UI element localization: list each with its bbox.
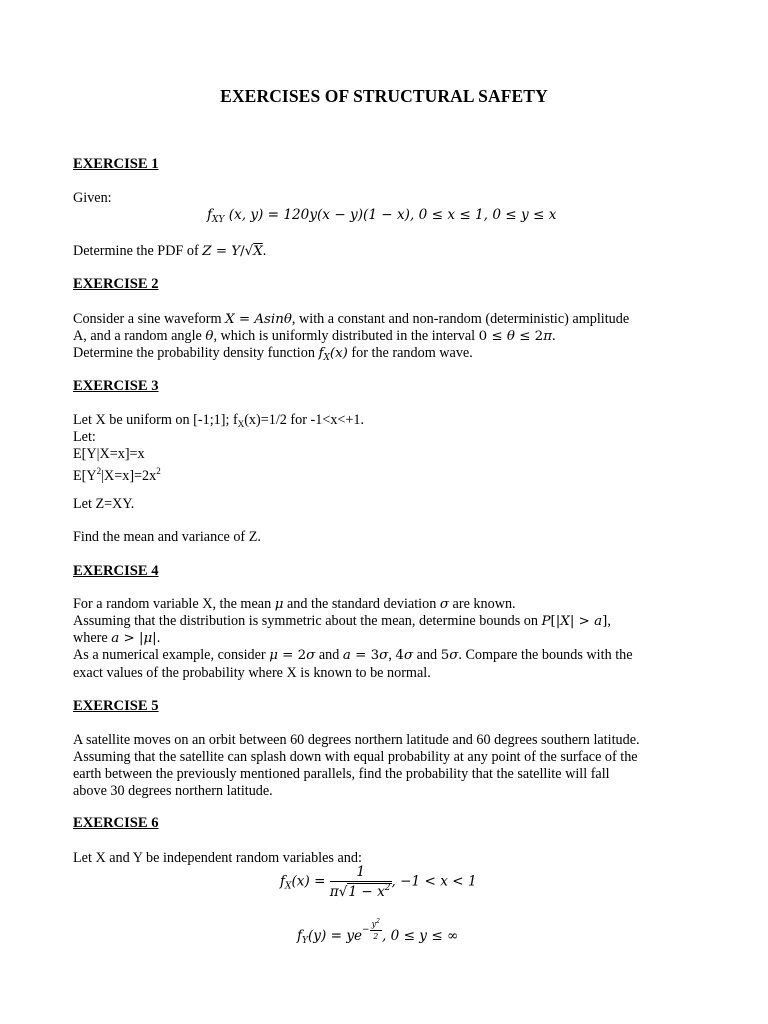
- exercise-4-line-2: Assuming that the distribution is symmetric about the mean, determine bounds on P[|X| > a],: [73, 613, 611, 629]
- exercise-3-line-2: Let:: [73, 429, 96, 445]
- exercise-4-heading: EXERCISE 4: [73, 563, 159, 579]
- exercise-1-heading: EXERCISE 1: [73, 156, 159, 172]
- exercise-3-line-3: E[Y|X=x]=x: [73, 446, 145, 462]
- exercise-3-line-1: Let X be uniform on [-1;1]; $f_X(x)=1/2$ for -1<x<+1.: [73, 412, 365, 429]
- exercise-2-heading: EXERCISE 2: [73, 276, 159, 292]
- exercise-2-line-3: Determine the probability density function $f_X(x)$ for the random wave.: [73, 345, 473, 363]
- exercise-5-heading: EXERCISE 5: [73, 698, 159, 714]
- exercise-6-heading: EXERCISE 6: [73, 815, 159, 831]
- page-title: EXERCISES OF STRUCTURAL SAFETY: [220, 86, 548, 106]
- exercise-2-line-2: A, and a random angle θ, which is uniformly distributed in the interval 0 ≤ θ ≤ 2π.: [73, 328, 556, 344]
- exercise-1-formula: $f_{XY}$ (x, y) = 120y(x − y)(1 − x), 0 ≤ x ≤ 1, 0 ≤ y ≤ x: [207, 207, 557, 225]
- exercise-4-line-3: where a > |μ|.: [73, 630, 161, 646]
- exercise-6-line-1: Let X and Y be independent random variables and:: [73, 850, 362, 866]
- exercise-3-line-5: Let Z=XY.: [73, 496, 135, 512]
- exercise-6-formula-1: $f_X(x)$ = $\frac{1}{\pi√1 - x^2}$ , −1 < x < 1: [280, 864, 477, 900]
- exercise-1-given: Given:: [73, 190, 112, 206]
- exercise-5-line-3: earth between the previously mentioned parallels, find the probability that the satellite will fall: [73, 766, 610, 782]
- exercise-5-line-1: A satellite moves on an orbit between 60 degrees northern latitude and 60 degrees southern latitude.: [73, 732, 640, 748]
- exercise-3-heading: EXERCISE 3: [73, 378, 159, 394]
- exercise-4-line-5: exact values of the probability where X is known to be normal.: [73, 665, 431, 681]
- exercise-5-line-4: above 30 degrees northern latitude.: [73, 783, 273, 799]
- exercise-4-line-1: For a random variable X, the mean μ and the standard deviation σ are known.: [73, 596, 516, 612]
- exercise-5-line-2: Assuming that the satellite can splash down with equal probability at any point of the surface of the: [73, 749, 638, 765]
- exercise-2-line-1: Consider a sine waveform X = Asinθ, with a constant and non-random (deterministic) amplitude: [73, 311, 630, 327]
- exercise-6-formula-2: $f_Y(y) = ye^{- \frac{y^2}{2}}$ , 0 ≤ y ≤ ∞: [297, 918, 459, 946]
- exercise-3-line-6: Find the mean and variance of Z.: [73, 529, 261, 545]
- exercise-1-determine: Determine the PDF of Z = Y/√X.: [73, 243, 267, 259]
- exercise-4-line-4: As a numerical example, consider μ = 2σ and a = 3σ, 4σ and 5σ. Compare the bounds with the: [73, 647, 633, 663]
- exercise-3-line-4: $E[Y^2|X=x]=2x^2$: [73, 466, 161, 484]
